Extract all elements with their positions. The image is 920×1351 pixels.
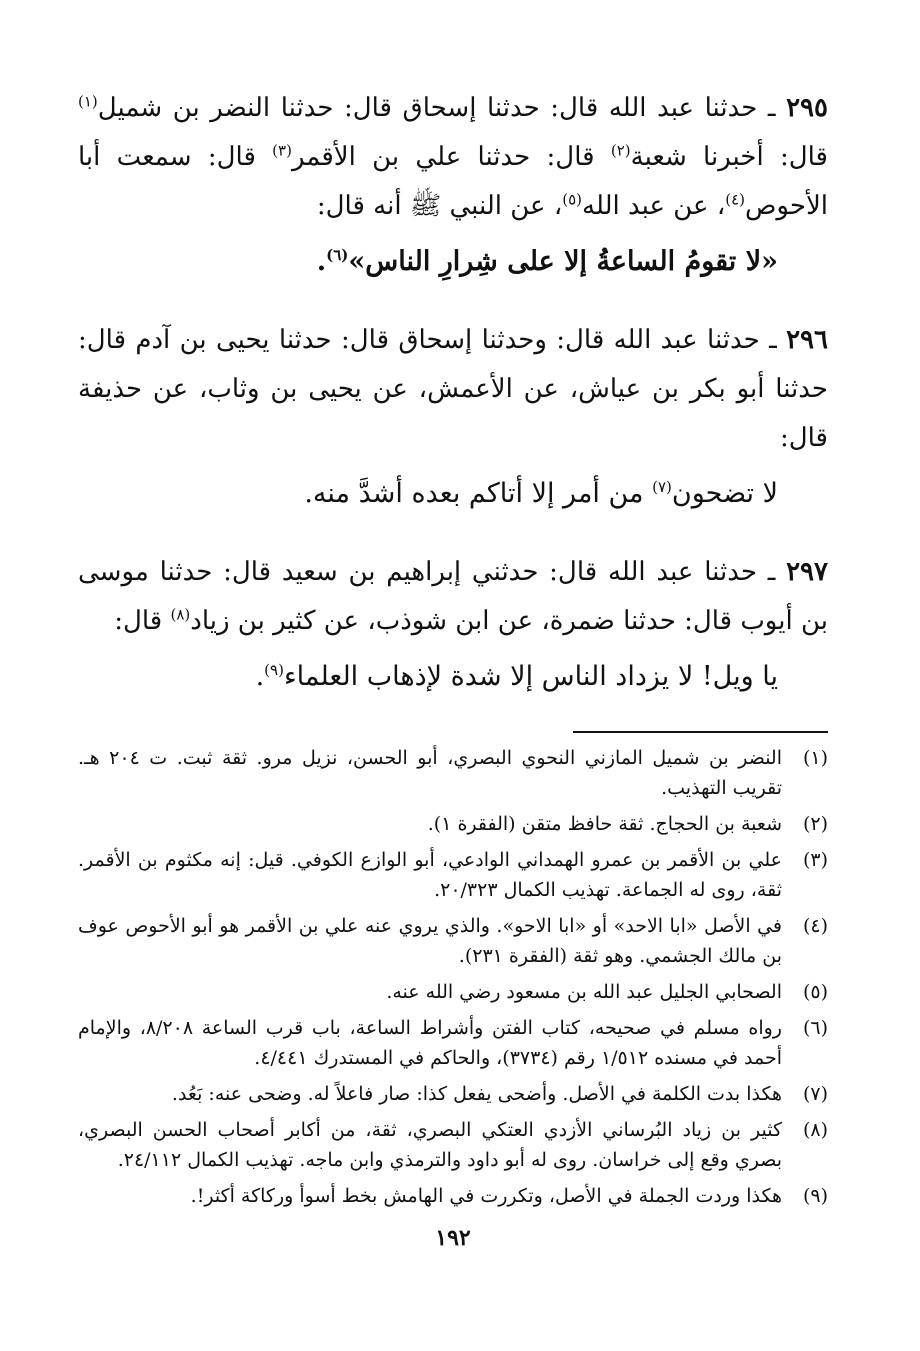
footnote-text: هكذا بدت الكلمة في الأصل. وأضحى يفعل كذا: صار فاعلاً له. وضحى عنه: بَعُد. (171, 1083, 782, 1105)
footnote-text: هكذا وردت الجملة في الأصل، وتكررت في الهامش بخط أسوأ وركاكة أكثر!. (190, 1185, 782, 1207)
footnote-ref[interactable]: (١) (78, 92, 98, 111)
hadith-chain: ٢٩٧ ـ حدثنا عبد الله قال: حدثني إبراهيم بن سعيد قال: حدثنا موسى بن أيوب قال: حدثنا ضمرة، عن ابن شوذب، عن كثير بن زياد$^{(٨)}$ قال: (78, 557, 828, 636)
footnote-divider (573, 731, 828, 733)
footnotes (78, 743, 828, 1211)
footnote-ref[interactable]: (٥) (562, 190, 583, 209)
footnote (78, 911, 828, 971)
footnote-text: شعبة بن الحجاج. ثقة حافظ متقن (الفقرة ١). (427, 813, 782, 835)
hadith-text: لا تضحون$^{(٧)}$ من أمر إلا أتاكم بعده أشدَّ منه. (304, 478, 778, 509)
hadith-text: يا ويل! لا يزداد الناس إلا شدة لإذهاب العلماء$^{(٩)}$. (255, 661, 778, 692)
footnote-text: علي بن الأقمر بن عمرو الهمداني الوادعي، أبو الوازع الكوفي. قيل: إنه مكثوم بن الأقمر. ثقة، روى له الجماعة. تهذيب الكمال ٢٠/٣٢٣. (78, 849, 782, 901)
book-page (78, 84, 828, 1314)
footnote-text: كثير بن زياد البُرساني الأزدي العتكي البصري، ثقة، من أكابر أصحاب الحسن البصري، بصري وقع إلى خراسان. روى له أبو داود والترمذي وابن ماجه. تهذيب الكمال ٢٤/١١٢. (78, 1119, 782, 1171)
footnote-number: (٩) (802, 1185, 828, 1207)
hadith-296 (78, 316, 828, 518)
hadith-chain: ٢٩٦ ـ حدثنا عبد الله قال: وحدثنا إسحاق قال: حدثنا يحيى بن آدم قال: حدثنا أبو بكر بن عياش، عن الأعمش، عن يحيى بن وثاب، عن حذيفة قال: (78, 325, 828, 453)
footnote-text: رواه مسلم في صحيحه، كتاب الفتن وأشراط الساعة، باب قرب الساعة ٨/٢٠٨، والإمام أحمد في مسنده ١/٥١٢ رقم (٣٧٣٤)، والحاكم في المستدرك ٤/٤٤١. (78, 1017, 782, 1069)
footnote-number: (٣) (802, 849, 828, 871)
footnote-number: (٢) (802, 813, 828, 835)
footnote-ref[interactable]: (٨) (170, 605, 191, 624)
footnote-ref[interactable]: (٦) (326, 246, 349, 264)
page-number: ١٩٢ (435, 1225, 471, 1251)
footnote (78, 1013, 828, 1073)
footnote-number: (٧) (802, 1083, 828, 1105)
footnote (78, 1181, 828, 1211)
footnote (78, 977, 828, 1007)
hadith-number: ٢٩٥ (786, 93, 828, 123)
footnote (78, 1079, 828, 1109)
footnote (78, 743, 828, 803)
footnote-ref[interactable]: (٧) (652, 478, 672, 496)
hadith-text: «لا تقومُ الساعةُ إلا على شِرارِ الناس»$^{(٦)}$. (316, 246, 778, 277)
footnote-ref[interactable]: (٣) (272, 141, 292, 160)
footnote-number: (٨) (802, 1119, 828, 1141)
footnote-number: (٤) (802, 915, 828, 937)
hadith-chain: ٢٩٥ ـ حدثنا عبد الله قال: حدثنا إسحاق قال: حدثنا النضر بن شميل$^{(١)}$ قال: أخبرنا شعبة$^{(٢)}$ قال: حدثنا علي بن الأقمر$^{(٣)}$ قال: سمعت أبا الأحوص$^{(٤)}$، عن عبد الله$^{(٥)}$، عن النبي ﷺ أنه قال: (78, 92, 828, 221)
footnote-text: الصحابي الجليل عبد الله بن مسعود رضي الله عنه. (386, 981, 782, 1003)
footnote-text: في الأصل «ابا الاحد» أو «ابا الاحو». والذي يروي عنه علي بن الأقمر هو أبو الأحوص عوف بن مالك الجشمي. وهو ثقة (الفقرة ٢٣١). (78, 915, 782, 967)
hadith-number: ٢٩٦ (786, 325, 828, 355)
footnote (78, 845, 828, 905)
footnote-number: (١) (802, 747, 828, 769)
hadith-297 (78, 548, 828, 701)
footnote-text: النضر بن شميل المازني النحوي البصري، أبو الحسن، نزيل مرو. ثقة ثبت. ت ٢٠٤ هـ. تقريب التهذيب. (78, 747, 782, 799)
hadith-number: ٢٩٧ (786, 557, 828, 587)
footnote-ref[interactable]: (٤) (725, 190, 745, 209)
footnote (78, 1115, 828, 1175)
footnote (78, 809, 828, 839)
footnote-number: (٥) (802, 981, 828, 1003)
footnote-number: (٦) (802, 1017, 828, 1039)
footnote-ref[interactable]: (٢) (610, 141, 631, 160)
footnote-ref[interactable]: (٩) (264, 661, 284, 679)
hadith-295 (78, 84, 828, 286)
